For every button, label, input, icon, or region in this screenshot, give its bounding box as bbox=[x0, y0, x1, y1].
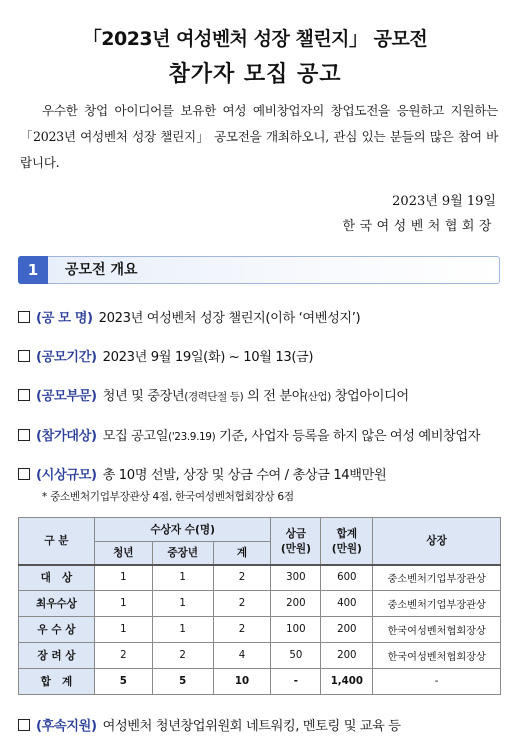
cell-middle: 1 bbox=[152, 617, 213, 643]
notice-title: 「2023년 여성벤처 성장 챌린지」 공모전 bbox=[82, 28, 428, 50]
checkbox-square-icon bbox=[18, 468, 30, 480]
header-youth: 청년 bbox=[94, 542, 152, 565]
section-header bbox=[18, 256, 500, 284]
item-text-small: ('23.9.19) bbox=[168, 431, 216, 443]
header-winner-count: 수상자 수(명) bbox=[94, 518, 271, 542]
item-text: 2023년 여성벤처 성장 챌린지(이하 ‘여벤성지’) bbox=[98, 311, 361, 326]
cell-youth: 1 bbox=[94, 565, 152, 591]
header-total: 합계 (만원) bbox=[321, 518, 373, 565]
cell-award: 한국여성벤처협회장상 bbox=[373, 617, 501, 643]
cell-prize: 50 bbox=[271, 643, 321, 669]
header-award: 상장 bbox=[373, 518, 501, 565]
cell-middle: 1 bbox=[152, 565, 213, 591]
checkbox-square-icon bbox=[18, 350, 30, 362]
cell-sum: 2 bbox=[213, 565, 271, 591]
item-follow-up-support bbox=[18, 715, 504, 734]
section-number: 1 bbox=[18, 256, 48, 284]
cell-award: 중소벤처기업부장관상 bbox=[373, 565, 501, 591]
item-contest-field bbox=[18, 385, 504, 404]
item-label: (공모기간) bbox=[36, 350, 97, 365]
cell-sum: 2 bbox=[213, 617, 271, 643]
item-text-small: (경력단절 등) bbox=[184, 391, 244, 403]
cell-total: 200 bbox=[321, 617, 373, 643]
cell-award: 중소벤처기업부장관상 bbox=[373, 591, 501, 617]
cell-middle: 1 bbox=[152, 591, 213, 617]
table-total-row bbox=[19, 669, 501, 695]
cell-sum: 2 bbox=[213, 591, 271, 617]
cell-middle: 2 bbox=[152, 643, 213, 669]
item-label: (시상규모) bbox=[36, 468, 97, 483]
table-row bbox=[19, 565, 501, 591]
cell-prize: 300 bbox=[271, 565, 321, 591]
row-name: 장 려 상 bbox=[19, 643, 95, 669]
section-title: 공모전 개요 bbox=[65, 262, 138, 278]
item-eligibility bbox=[18, 425, 504, 444]
cell-total: 200 bbox=[321, 643, 373, 669]
organization-name: 한국여성벤처협회장 bbox=[342, 219, 496, 234]
item-text: 창업아이디어 bbox=[330, 389, 409, 404]
cell-youth: 2 bbox=[94, 643, 152, 669]
item-contest-name bbox=[18, 307, 504, 326]
item-label: (공 모 명) bbox=[36, 311, 93, 326]
checkbox-square-icon bbox=[18, 311, 30, 323]
table-row bbox=[19, 591, 501, 617]
cell-prize: - bbox=[271, 669, 321, 695]
awards-table bbox=[18, 517, 501, 695]
cell-sum: 4 bbox=[213, 643, 271, 669]
cell-total: 1,400 bbox=[321, 669, 373, 695]
item-prize-scale bbox=[18, 464, 504, 483]
item-text: 2023년 9월 19일(화) ~ 10월 13(금) bbox=[102, 350, 314, 365]
table-row bbox=[19, 617, 501, 643]
item-text: 여성벤처 청년창업위원회 네트워킹, 멘토링 및 교육 등 bbox=[102, 719, 401, 734]
item-text: 기준, 사업자 등록을 하지 않은 여성 예비창업자 bbox=[215, 429, 481, 444]
item-label: (공모부문) bbox=[36, 389, 97, 404]
checkbox-square-icon bbox=[18, 429, 30, 441]
header-division: 구 분 bbox=[19, 518, 95, 565]
cell-youth: 5 bbox=[94, 669, 152, 695]
cell-prize: 200 bbox=[271, 591, 321, 617]
cell-award: 한국여성벤처협회장상 bbox=[373, 643, 501, 669]
notice-subtitle: 참가자 모집 공고 bbox=[168, 62, 342, 87]
item-label: (후속지원) bbox=[36, 719, 97, 734]
item-text: 모집 공고일 bbox=[102, 429, 169, 444]
cell-youth: 1 bbox=[94, 591, 152, 617]
checkbox-square-icon bbox=[18, 389, 30, 401]
checkbox-square-icon bbox=[18, 719, 30, 731]
item-contest-period bbox=[18, 346, 504, 365]
header-middle-aged: 중장년 bbox=[152, 542, 213, 565]
item-text: 의 전 분야 bbox=[243, 389, 305, 404]
item-text: 총 10명 선발, 상장 및 상금 수여 / 총상금 14백만원 bbox=[102, 468, 387, 483]
cell-sum: 10 bbox=[213, 669, 271, 695]
table-row bbox=[19, 643, 501, 669]
cell-prize: 100 bbox=[271, 617, 321, 643]
intro-paragraph: 우수한 창업 아이디어를 보유한 여성 예비창업자의 창업도전을 응원하고 지원하는 「2023년 여성벤처 성장 챌린지」 공모전을 개최하오니, 관심 있는 분들의 많은 참여 바랍니다. bbox=[20, 103, 498, 170]
item-text: 청년 및 중장년 bbox=[102, 389, 185, 404]
cell-youth: 1 bbox=[94, 617, 152, 643]
row-name: 우 수 상 bbox=[19, 617, 95, 643]
header-prize: 상금 (만원) bbox=[271, 518, 321, 565]
row-name: 합 계 bbox=[19, 669, 95, 695]
cell-award: - bbox=[373, 669, 501, 695]
cell-middle: 5 bbox=[152, 669, 213, 695]
prize-note: * 중소벤처기업부장관상 4점, 한국여성벤처협회장상 6점 bbox=[42, 491, 294, 503]
cell-total: 600 bbox=[321, 565, 373, 591]
notice-date: 2023년 9월 19일 bbox=[392, 194, 496, 209]
item-label: (참가대상) bbox=[36, 429, 97, 444]
row-name: 대 상 bbox=[19, 565, 95, 591]
item-text-small: (산업) bbox=[304, 391, 331, 403]
cell-total: 400 bbox=[321, 591, 373, 617]
row-name: 최우수상 bbox=[19, 591, 95, 617]
header-sum: 계 bbox=[213, 542, 271, 565]
